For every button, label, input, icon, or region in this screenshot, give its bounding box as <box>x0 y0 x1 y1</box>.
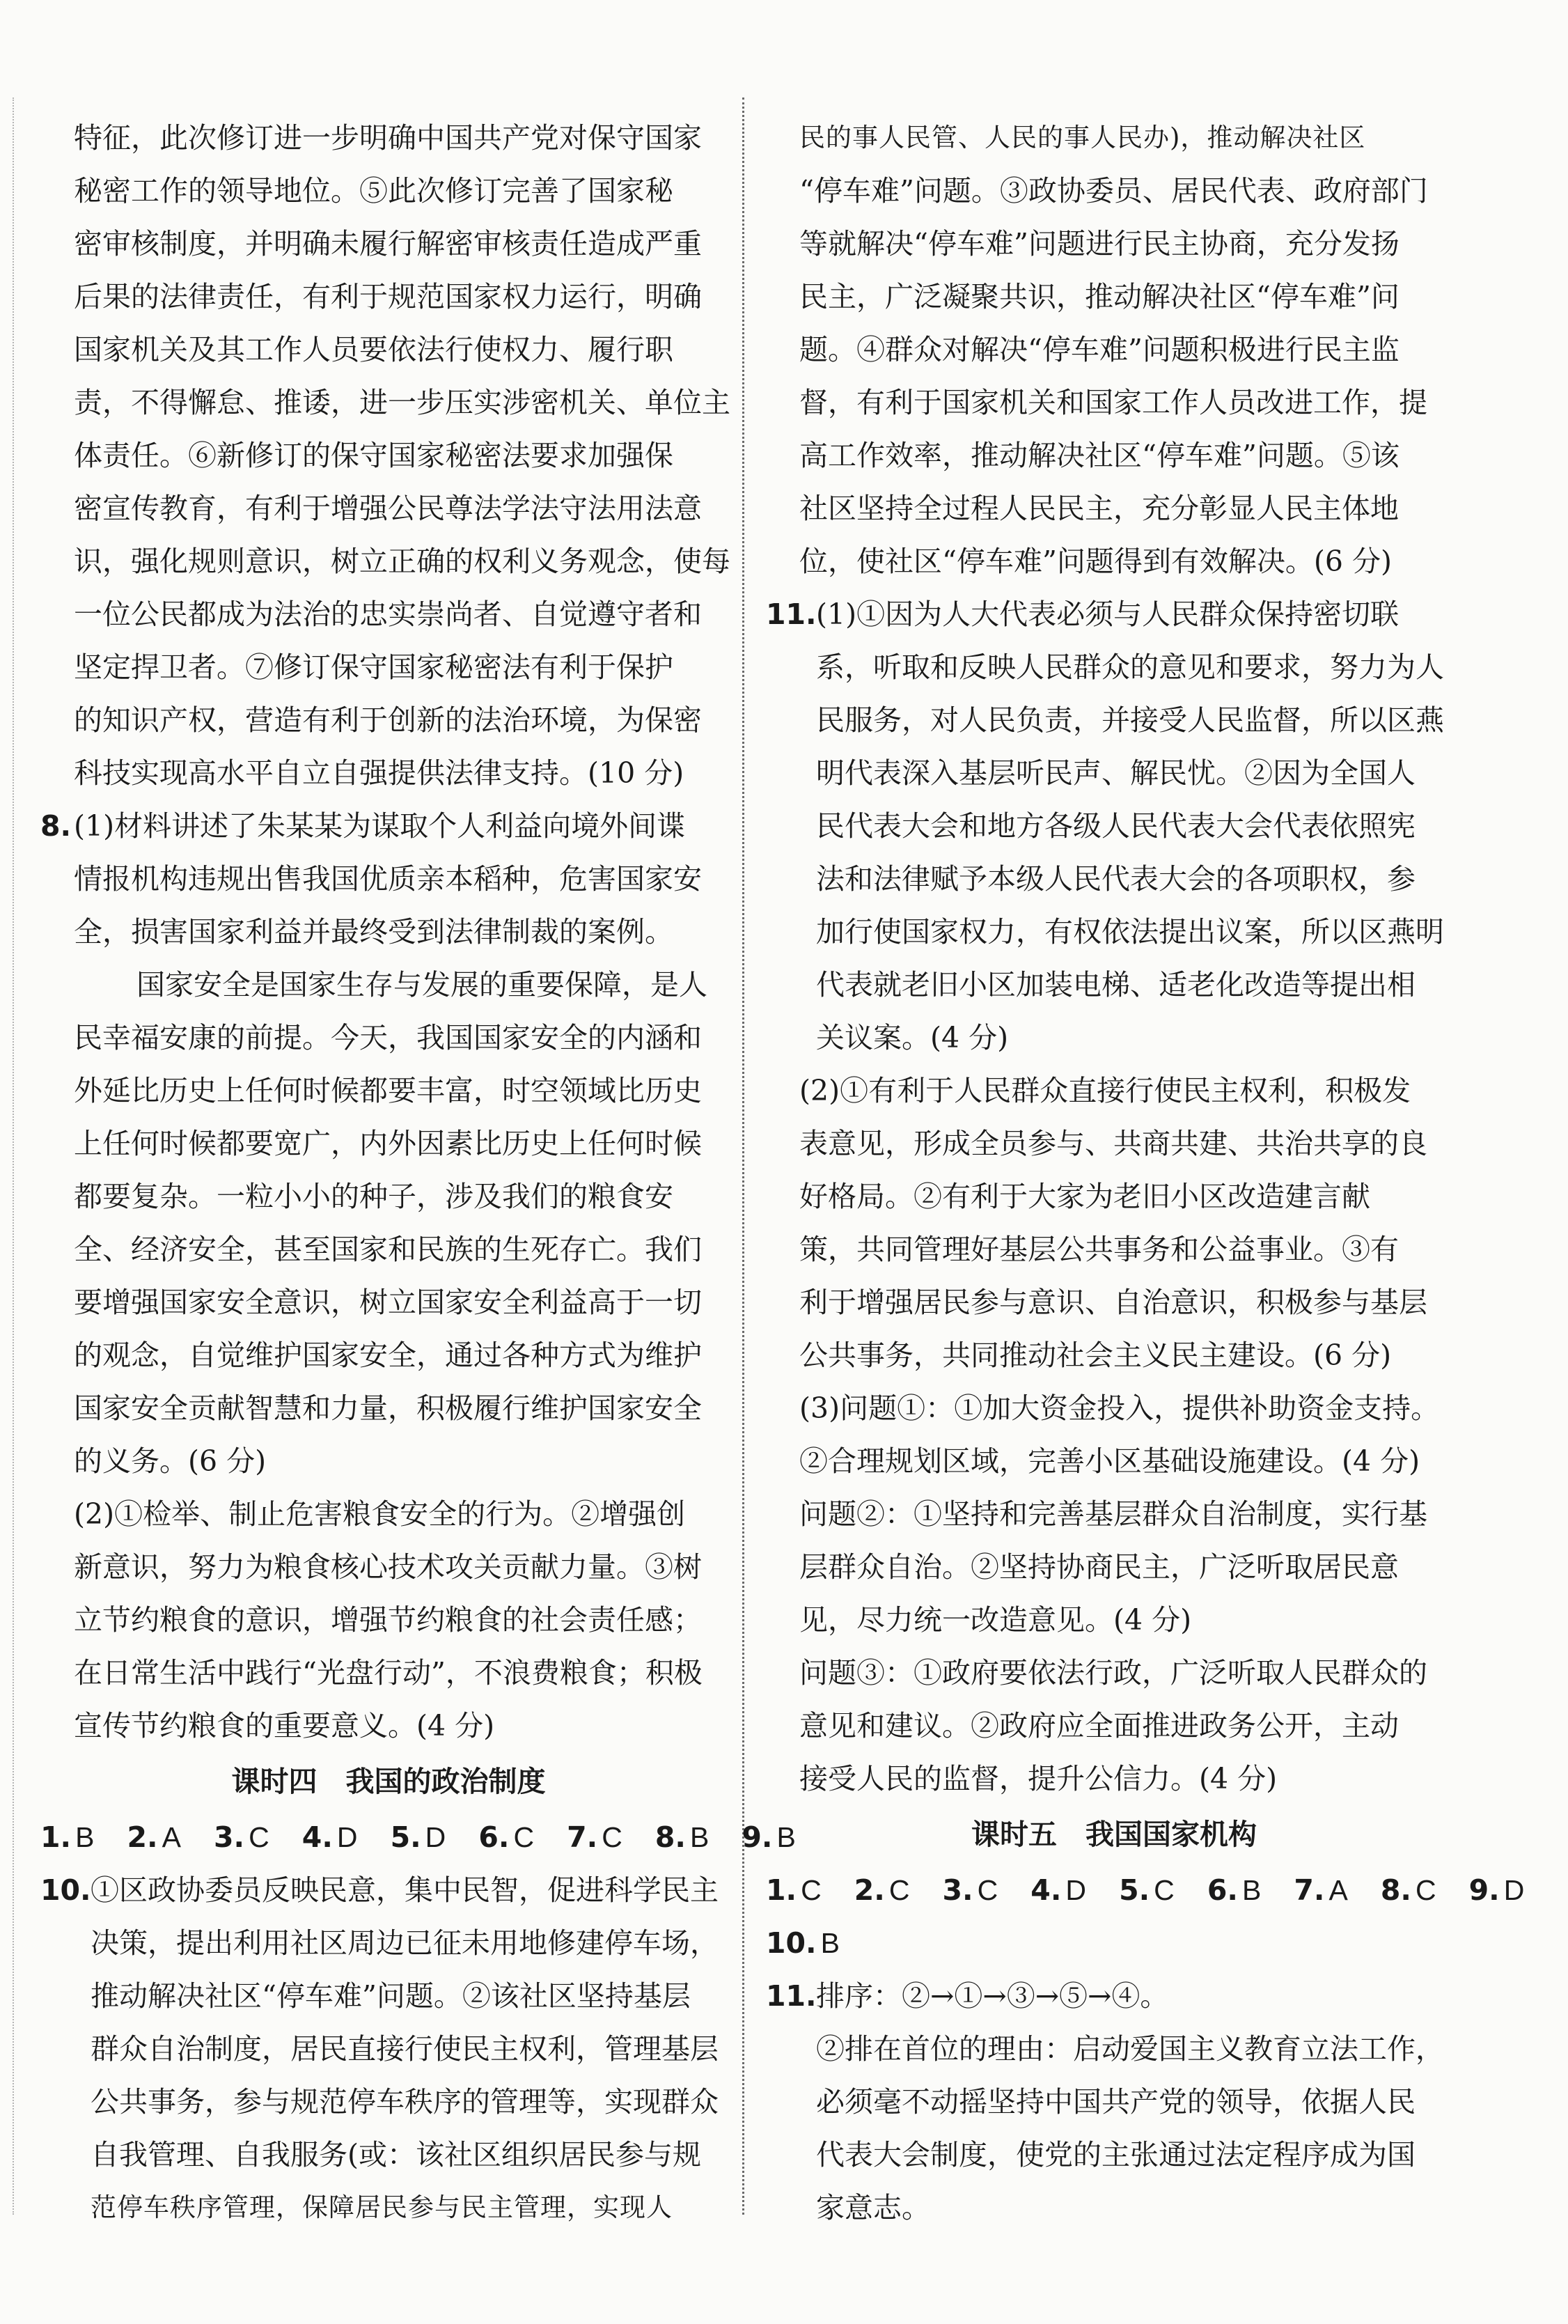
text-line: 责，不得懈怠、推诿，进一步压实涉密机关、单位主 <box>74 386 730 419</box>
text-line: 位，使社区“停车难”问题得到有效解决。(6 分) <box>799 545 1393 578</box>
answer-number: 4. <box>1030 1873 1062 1907</box>
answer-number: 1. <box>40 1820 72 1854</box>
text-line: 加行使国家权力，有权依法提出议案，所以区燕明 <box>816 915 1444 949</box>
answer-number: 8. <box>654 1820 686 1854</box>
text-line: 坚定捍卫者。⑦修订保守国家秘密法有利于保护 <box>74 650 673 684</box>
answer-number: 1. <box>766 1873 797 1907</box>
text-line: 要增强国家安全意识，树立国家安全利益高于一切 <box>74 1286 702 1319</box>
answer-choice: D <box>425 1821 446 1853</box>
text-line: (2)①有利于人民群众直接行使民主权利，积极发 <box>799 1074 1411 1107</box>
text-line: 的义务。(6 分) <box>74 1444 267 1478</box>
question-10 <box>40 1864 737 2234</box>
lesson-4-title: 课时四 我国的政治制度 <box>231 1765 546 1798</box>
answer-choice: A <box>162 1821 181 1853</box>
right-column <box>766 111 1525 2234</box>
text-line: (1)①因为人大代表必须与人民群众保持密切联 <box>816 598 1400 631</box>
text-line: “停车难”问题。③政协委员、居民代表、政府部门 <box>799 174 1428 208</box>
answer-choice: C <box>249 1821 269 1853</box>
answer-choice: D <box>336 1821 358 1853</box>
text-line: 上任何时候都要宽广，内外因素比历史上任何时候 <box>74 1127 702 1160</box>
text-line: 问题③：①政府要依法行政，广泛听取人民群众的 <box>799 1656 1427 1690</box>
text-line: 群众自治制度，居民直接行使民主权利，管理基层 <box>91 2032 719 2066</box>
answer-number: 3. <box>942 1873 973 1907</box>
text-line: 督，有利于国家机关和国家工作人员改进工作，提 <box>799 386 1427 419</box>
question-8 <box>40 800 737 1752</box>
text-line: 新意识，努力为粮食核心技术攻关贡献力量。③树 <box>74 1550 702 1584</box>
text-line: ②排在首位的理由：启动爱国主义教育立法工作， <box>816 2032 1444 2066</box>
answer-number: 5. <box>390 1820 421 1854</box>
answer-number: 2. <box>127 1820 158 1854</box>
text-line: 民的事人民管、人民的事人民办)，推动解决社区 <box>799 123 1366 153</box>
answer-number: 6. <box>478 1820 510 1854</box>
text-line: 全、经济安全，甚至国家和民族的生死存亡。我们 <box>74 1233 702 1266</box>
lesson-5-answer-row <box>766 1864 1525 1917</box>
text-line: 见，尽力统一改造意见。(4 分) <box>799 1603 1192 1637</box>
text-line: 情报机构违规出售我国优质亲本稻种，危害国家安 <box>74 862 702 896</box>
text-line: 密审核制度，并明确未履行解密审核责任造成严重 <box>74 227 702 260</box>
lesson-5-title: 课时五 我国国家机构 <box>971 1818 1257 1851</box>
text-line: 一位公民都成为法治的忠实崇尚者、自觉遵守者和 <box>74 598 702 631</box>
text-line: 代表就老旧小区加装电梯、适老化改造等提出相 <box>816 968 1416 1001</box>
text-line: 民幸福安康的前提。今天，我国国家安全的内涵和 <box>74 1021 702 1054</box>
text-line: ②合理规划区域，完善小区基础设施建设。(4 分) <box>799 1444 1420 1478</box>
text-line: 在日常生活中践行“光盘行动”，不浪费粮食；积极 <box>74 1656 703 1690</box>
answer-number: 4. <box>301 1820 333 1854</box>
answer-choice: C <box>977 1874 998 1906</box>
text-line: 的观念，自觉维护国家安全，通过各种方式为维护 <box>74 1339 702 1372</box>
text-line: 国家安全是国家生存与发展的重要保障，是人 <box>136 968 707 1001</box>
answer-choice: D <box>1065 1874 1087 1906</box>
answer-choice: B <box>689 1821 709 1853</box>
answer-number: 2. <box>854 1873 885 1907</box>
text-line: 民服务，对人民负责，并接受人民监督，所以区燕 <box>816 703 1444 737</box>
answer-choice: C <box>602 1821 622 1853</box>
text-line: 家意志。 <box>816 2191 930 2224</box>
text-line: 民主，广泛凝聚共识，推动解决社区“停车难”问 <box>799 280 1400 313</box>
question-11-lesson-5 <box>766 1970 1462 2234</box>
text-line: 国家安全贡献智慧和力量，积极履行维护国家安全 <box>74 1391 702 1425</box>
answer-number: 3. <box>214 1820 245 1854</box>
lesson-5-answer-row-2 <box>766 1917 1462 1970</box>
text-line: 题。④群众对解决“停车难”问题积极进行民主监 <box>799 333 1400 366</box>
text-line: 特征，此次修订进一步明确中国共产党对保守国家 <box>74 121 702 155</box>
text-line: 全，损害国家利益并最终受到法律制裁的案例。 <box>74 915 673 949</box>
text-line: 明代表深入基层听民声、解民忧。②因为全国人 <box>816 756 1416 790</box>
text-line: 秘密工作的领导地位。⑤此次修订完善了国家秘 <box>74 174 673 208</box>
answer-choice: B <box>776 1821 796 1853</box>
text-line: 决策，提出利用社区周边已征未用地修建停车场， <box>91 1926 719 1960</box>
column-divider <box>742 98 744 2215</box>
text-line: 推动解决社区“停车难”问题。②该社区坚持基层 <box>91 1979 691 2013</box>
text-line: 公共事务，参与规范停车秩序的管理等，实现群众 <box>91 2085 719 2119</box>
text-line: ①区政协委员反映民意，集中民智，促进科学民主 <box>91 1873 719 1907</box>
left-margin-dotted-rule <box>13 98 14 2215</box>
text-line: 外延比历史上任何时候都要丰富，时空领域比历史 <box>74 1074 702 1107</box>
text-line: 公共事务，共同推动社会主义民主建设。(6 分) <box>799 1339 1392 1372</box>
answer-choice: B <box>75 1821 95 1853</box>
text-line: (2)①检举、制止危害粮食安全的行为。②增强创 <box>74 1497 686 1531</box>
question-number: 8. <box>40 809 72 843</box>
answer-choice: D <box>1503 1874 1525 1906</box>
text-line: 接受人民的监督，提升公信力。(4 分) <box>799 1762 1278 1795</box>
text-line: 科技实现高水平自立自强提供法律支持。(10 分) <box>74 756 684 790</box>
text-line: 法和法律赋予本级人民代表大会的各项职权，参 <box>816 862 1416 896</box>
text-line: 问题②：①坚持和完善基层群众自治制度，实行基 <box>799 1497 1427 1531</box>
text-line: 密宣传教育，有利于增强公民尊法学法守法用法意 <box>74 492 702 525</box>
answer-number: 9. <box>742 1820 773 1854</box>
text-line: 高工作效率，推动解决社区“停车难”问题。⑤该 <box>799 439 1400 472</box>
text-line: 民代表大会和地方各级人民代表大会代表依照宪 <box>816 809 1416 843</box>
answer-choice: C <box>1154 1874 1175 1906</box>
text-line: 都要复杂。一粒小小的种子，涉及我们的粮食安 <box>74 1180 673 1213</box>
text-line: 层群众自治。②坚持协商民主，广泛听取居民意 <box>799 1550 1399 1584</box>
ordering-line: 排序：②→①→③→⑤→④。 <box>816 1979 1169 2013</box>
text-line: 代表大会制度，使党的主张通过法定程序成为国 <box>816 2138 1416 2171</box>
text-line: 策，共同管理好基层公共事务和公益事业。③有 <box>799 1233 1399 1266</box>
text-line: (3)问题①：①加大资金投入，提供补助资金支持。 <box>799 1391 1440 1425</box>
text-line: 宣传节约粮食的重要意义。(4 分) <box>74 1709 495 1742</box>
q7-continuation <box>40 111 737 800</box>
answer-choice: A <box>1328 1874 1348 1906</box>
answer-number: 7. <box>1294 1873 1325 1907</box>
text-line: 必须毫不动摇坚持中国共产党的领导，依据人民 <box>816 2085 1416 2119</box>
question-11 <box>766 588 1462 1805</box>
question-number: 10. <box>40 1873 91 1907</box>
question-number: 11. <box>766 598 817 631</box>
text-line: 意见和建议。②政府应全面推进政务公开，主动 <box>799 1709 1399 1742</box>
lesson-4-answer-row <box>40 1811 796 1864</box>
text-line: 等就解决“停车难”问题进行民主协商，充分发扬 <box>799 227 1400 260</box>
text-line: 社区坚持全过程人民民主，充分彰显人民主体地 <box>799 492 1399 525</box>
answer-choice: C <box>513 1821 535 1853</box>
answer-number: 8. <box>1380 1873 1411 1907</box>
answer-number: 10. <box>766 1926 817 1960</box>
text-line: 识，强化规则意识，树立正确的权利义务观念，使每 <box>74 545 730 578</box>
answer-choice: C <box>801 1874 822 1906</box>
text-line: 好格局。②有利于大家为老旧小区改造建言献 <box>799 1180 1370 1213</box>
answer-choice: B <box>820 1927 840 1959</box>
question-number: 11. <box>766 1979 817 2013</box>
text-line: 后果的法律责任，有利于规范国家权力运行，明确 <box>74 280 702 313</box>
answer-choice: C <box>1415 1874 1436 1906</box>
text-line: 范停车秩序管理，保障居民参与民主管理，实现人 <box>91 2192 673 2222</box>
answer-choice: C <box>888 1874 910 1906</box>
answer-number: 5. <box>1119 1873 1150 1907</box>
q10-continuation <box>766 111 1462 588</box>
text-line: 体责任。⑥新修订的保守国家秘密法要求加强保 <box>74 439 673 472</box>
text-line: 自我管理、自我服务(或：该社区组织居民参与规 <box>91 2138 701 2171</box>
text-line: 立节约粮食的意识，增强节约粮食的社会责任感； <box>74 1603 702 1637</box>
text-line: (1)材料讲述了朱某某为谋取个人利益向境外间谍 <box>74 809 686 843</box>
text-line: 表意见，形成全员参与、共商共建、共治共享的良 <box>799 1127 1427 1160</box>
text-line: 关议案。(4 分) <box>816 1021 1009 1054</box>
answer-number: 7. <box>567 1820 598 1854</box>
text-line: 的知识产权，营造有利于创新的法治环境，为保密 <box>74 703 702 737</box>
answer-number: 6. <box>1207 1873 1238 1907</box>
answer-choice: B <box>1241 1874 1262 1906</box>
text-line: 系，听取和反映人民群众的意见和要求，努力为人 <box>816 650 1444 684</box>
text-line: 利于增强居民参与意识、自治意识，积极参与基层 <box>799 1286 1427 1319</box>
text-line: 国家机关及其工作人员要依法行使权力、履行职 <box>74 333 673 366</box>
answer-number: 9. <box>1468 1873 1500 1907</box>
